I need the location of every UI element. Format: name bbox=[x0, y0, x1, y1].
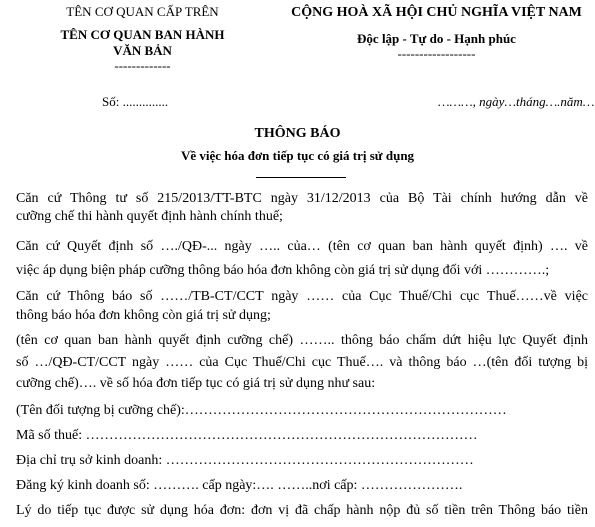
left-separator: ------------- bbox=[114, 58, 171, 73]
issuing-agency-name: TÊN CƠ QUAN BAN HÀNH bbox=[60, 27, 225, 42]
document-date: ………, ngày…tháng….năm… bbox=[438, 94, 595, 109]
national-title: CỘNG HOÀ XÃ HỘI CHỦ NGHĨA VIỆT NAM bbox=[291, 5, 582, 20]
paragraph-3-line-2: thông báo hóa đơn không còn giá trị sử dụng; bbox=[16, 308, 271, 323]
issuing-agency-name-line2: VĂN BẢN bbox=[113, 43, 172, 58]
paragraph-2-line-2: việc áp dụng biện pháp cưỡng thông báo hóa đơn không còn giá trị sử dụng đối với ………….; bbox=[16, 263, 550, 278]
parent-agency-name: TÊN CƠ QUAN CẤP TRÊN bbox=[66, 4, 219, 19]
field-taxpayer-name: (Tên đối tượng bị cưỡng chế):…………………………………………………………… bbox=[16, 403, 507, 418]
paragraph-4-line-2: số …/QĐ-CT/CCT ngày …… của Cục Thuế/Chi cục Thuế…. và thông báo …(tên đối tượng bị bbox=[16, 355, 588, 370]
paragraph-5-line-1: Lý do tiếp tục được sử dụng hóa đơn: đơn vị đã chấp hành nộp đủ số tiền trên Thông báo tiền bbox=[16, 503, 588, 518]
field-tax-code: Mã số thuế: ………………………………………………………………………… bbox=[16, 428, 478, 443]
right-separator: ------------------ bbox=[397, 46, 476, 61]
national-motto: Độc lập - Tự do - Hạnh phúc bbox=[357, 31, 516, 46]
field-business-address: Địa chỉ trụ sở kinh doanh: ………………………………………………………… bbox=[16, 453, 474, 468]
paragraph-3-line-1: Căn cứ Thông báo số ……/TB-CT/CCT ngày …… của Cục Thuế/Chi cục Thuế……về việc bbox=[16, 289, 588, 304]
paragraph-2-line-1: Căn cứ Quyết định số …./QĐ-... ngày ….. của… (tên cơ quan ban hành quyết định) …. về bbox=[16, 239, 588, 254]
field-business-registration: Đăng ký kinh doanh số: ………. cấp ngày:…. ……..nơi cấp: …………………. bbox=[16, 478, 463, 493]
paragraph-1-line-2: cưỡng chế thi hành quyết định hành chính thuế; bbox=[16, 209, 283, 224]
document-title: THÔNG BÁO bbox=[254, 126, 341, 141]
document-number: Số: .............. bbox=[102, 94, 169, 109]
document-subtitle: Về việc hóa đơn tiếp tục có giá trị sử dụng bbox=[180, 148, 415, 163]
paragraph-4-line-1: (tên cơ quan ban hành quyết định cưỡng chế) …….. thông báo chấm dứt hiệu lực Quyết định bbox=[16, 333, 588, 348]
paragraph-4-line-3: cưỡng chế)…. về số hóa đơn tiếp tục có giá trị sử dụng như sau: bbox=[16, 376, 376, 391]
title-underline bbox=[256, 177, 346, 178]
paragraph-1-line-1: Căn cứ Thông tư số 215/2013/TT-BTC ngày 31/12/2013 của Bộ Tài chính hướng dẫn về bbox=[16, 191, 588, 206]
